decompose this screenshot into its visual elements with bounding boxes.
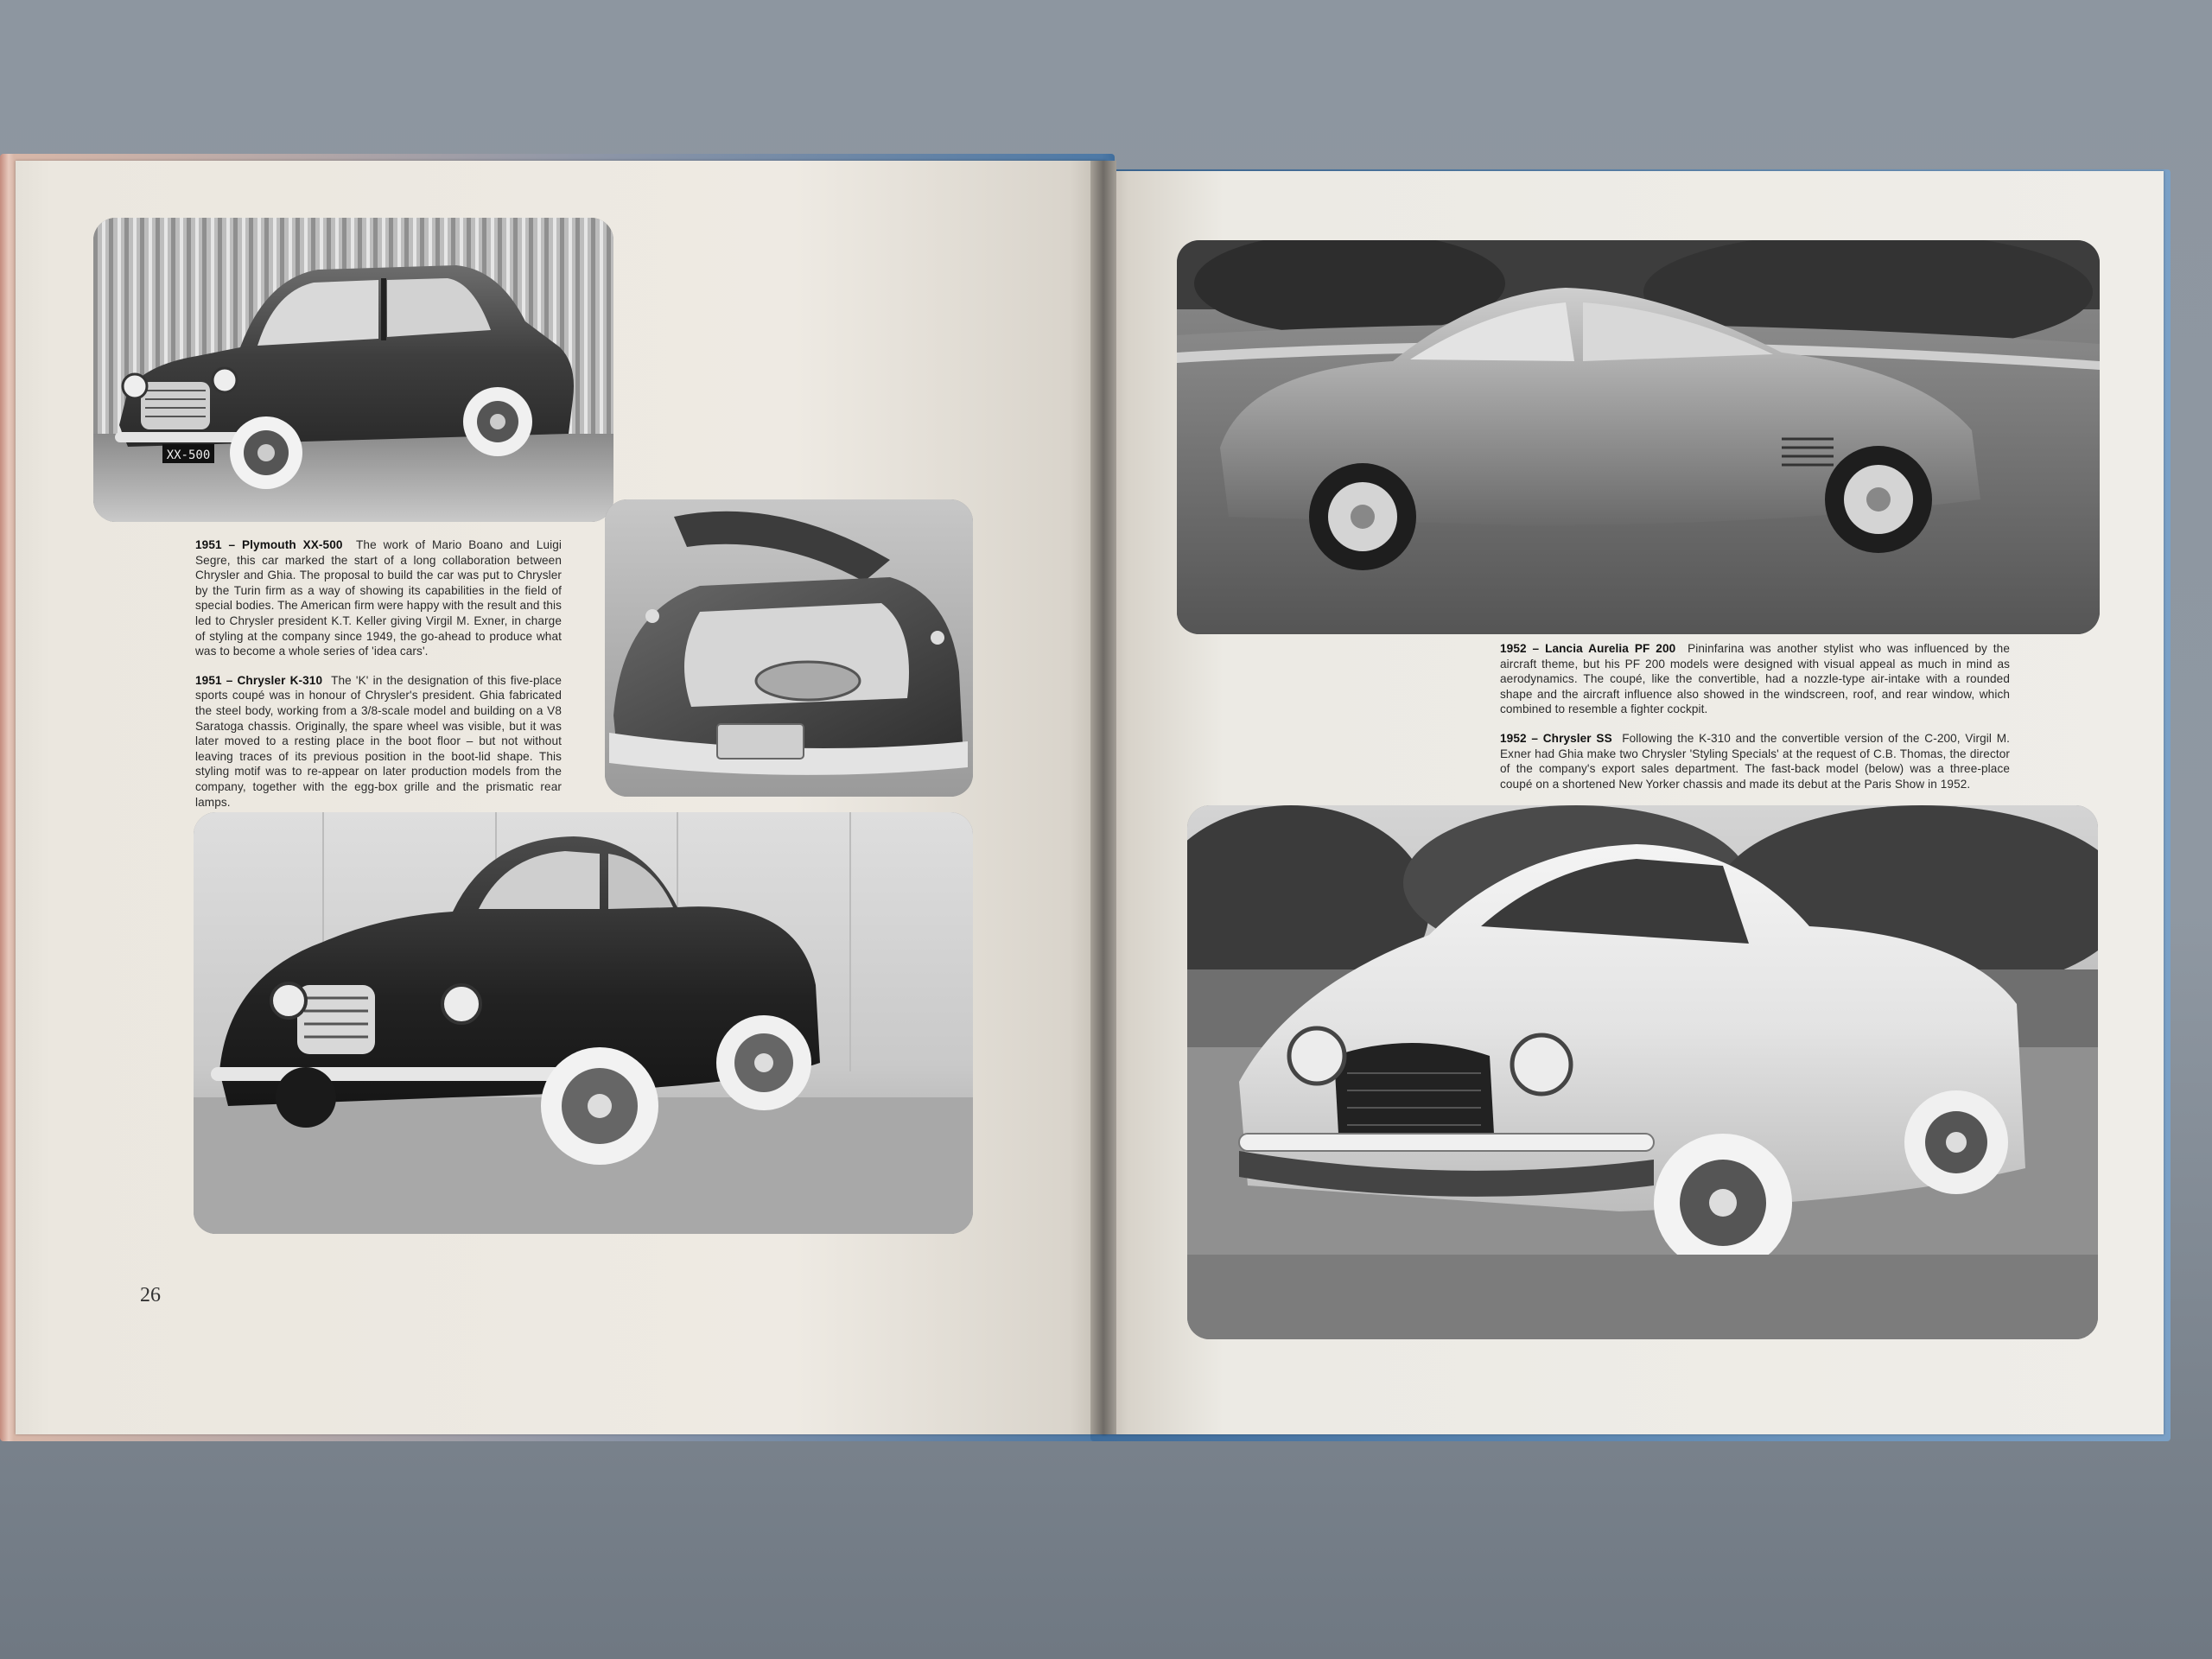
caption-chrysler-k310 bbox=[195, 673, 562, 810]
caption-chrysler-ss bbox=[1500, 731, 2010, 791]
page-number: 26 bbox=[140, 1284, 161, 1306]
photo-lancia-aurelia-pf200 bbox=[1177, 240, 2100, 634]
caption-text: The work of Mario Boano and Luigi Segre, this car marked the start of a long collaboration between Chrysler and Ghia. The proposal to build the car was put to Chrysler by the Turin firm as a way of showing its capabilities in the field of special bodies. The American firm were happy with the result and this led to Chrysler president K.T. Keller giving Virgil M. Exner, in charge of styling at the company since 1949, the go-ahead to produce what was to become a whole series of 'idea cars'. bbox=[195, 538, 563, 658]
caption-plymouth-xx500 bbox=[195, 537, 562, 659]
caption-title: 1952 – Lancia Aurelia PF 200 bbox=[1500, 642, 1676, 655]
caption-block-left bbox=[195, 537, 562, 823]
caption-title: 1952 – Chrysler SS bbox=[1500, 731, 1612, 745]
license-plate: XX-500 bbox=[166, 448, 211, 462]
caption-block-right bbox=[1500, 641, 2010, 805]
caption-title: 1951 – Chrysler K-310 bbox=[195, 673, 323, 687]
caption-text: Pininfarina was another stylist who was influenced by the aircraft theme, but his PF 200 models were designed with visual appeal as much in mind as aerodynamics. The coupé, like the convertible, had a nozzle-type air-intake with a rounded shape and the aircraft influence also showed in the windscreen, roof, and rear window, which combined to resemble a fighter cockpit. bbox=[1500, 642, 2010, 716]
photo-plymouth-xx500 bbox=[93, 218, 613, 522]
caption-title: 1951 – Plymouth XX-500 bbox=[195, 538, 343, 551]
photo-chrysler-ss bbox=[1187, 805, 2098, 1339]
photo-chrysler-k310 bbox=[194, 812, 973, 1234]
book-gutter bbox=[1090, 161, 1116, 1434]
caption-lancia-aurelia-pf200 bbox=[1500, 641, 2010, 717]
caption-text: The 'K' in the designation of this five-place sports coupé was in honour of Chrysler's president. Ghia fabricated the steel body, working from a 3/8-scale model and building on a V8 Saratoga chassis. Originally, the spare wheel was visible, but it was later moved to a resting place in the boot floor – but not without leaving traces of its previous position in the boot-lid shape. This styling motif was to re-appear on later production models from the company, together with the egg-box grille and the prismatic rear lamps. bbox=[195, 673, 562, 809]
photo-k310-boot bbox=[605, 499, 973, 797]
caption-text: Following the K-310 and the convertible version of the C-200, Virgil M. Exner had Ghia make two Chrysler 'Styling Specials' at the request of C.B. Thomas, the director of the company's export sales department. The fast-back model (below) was a three-place coupé on a shortened New Yorker chassis and made its debut at the Paris Show in 1952. bbox=[1500, 731, 2010, 791]
